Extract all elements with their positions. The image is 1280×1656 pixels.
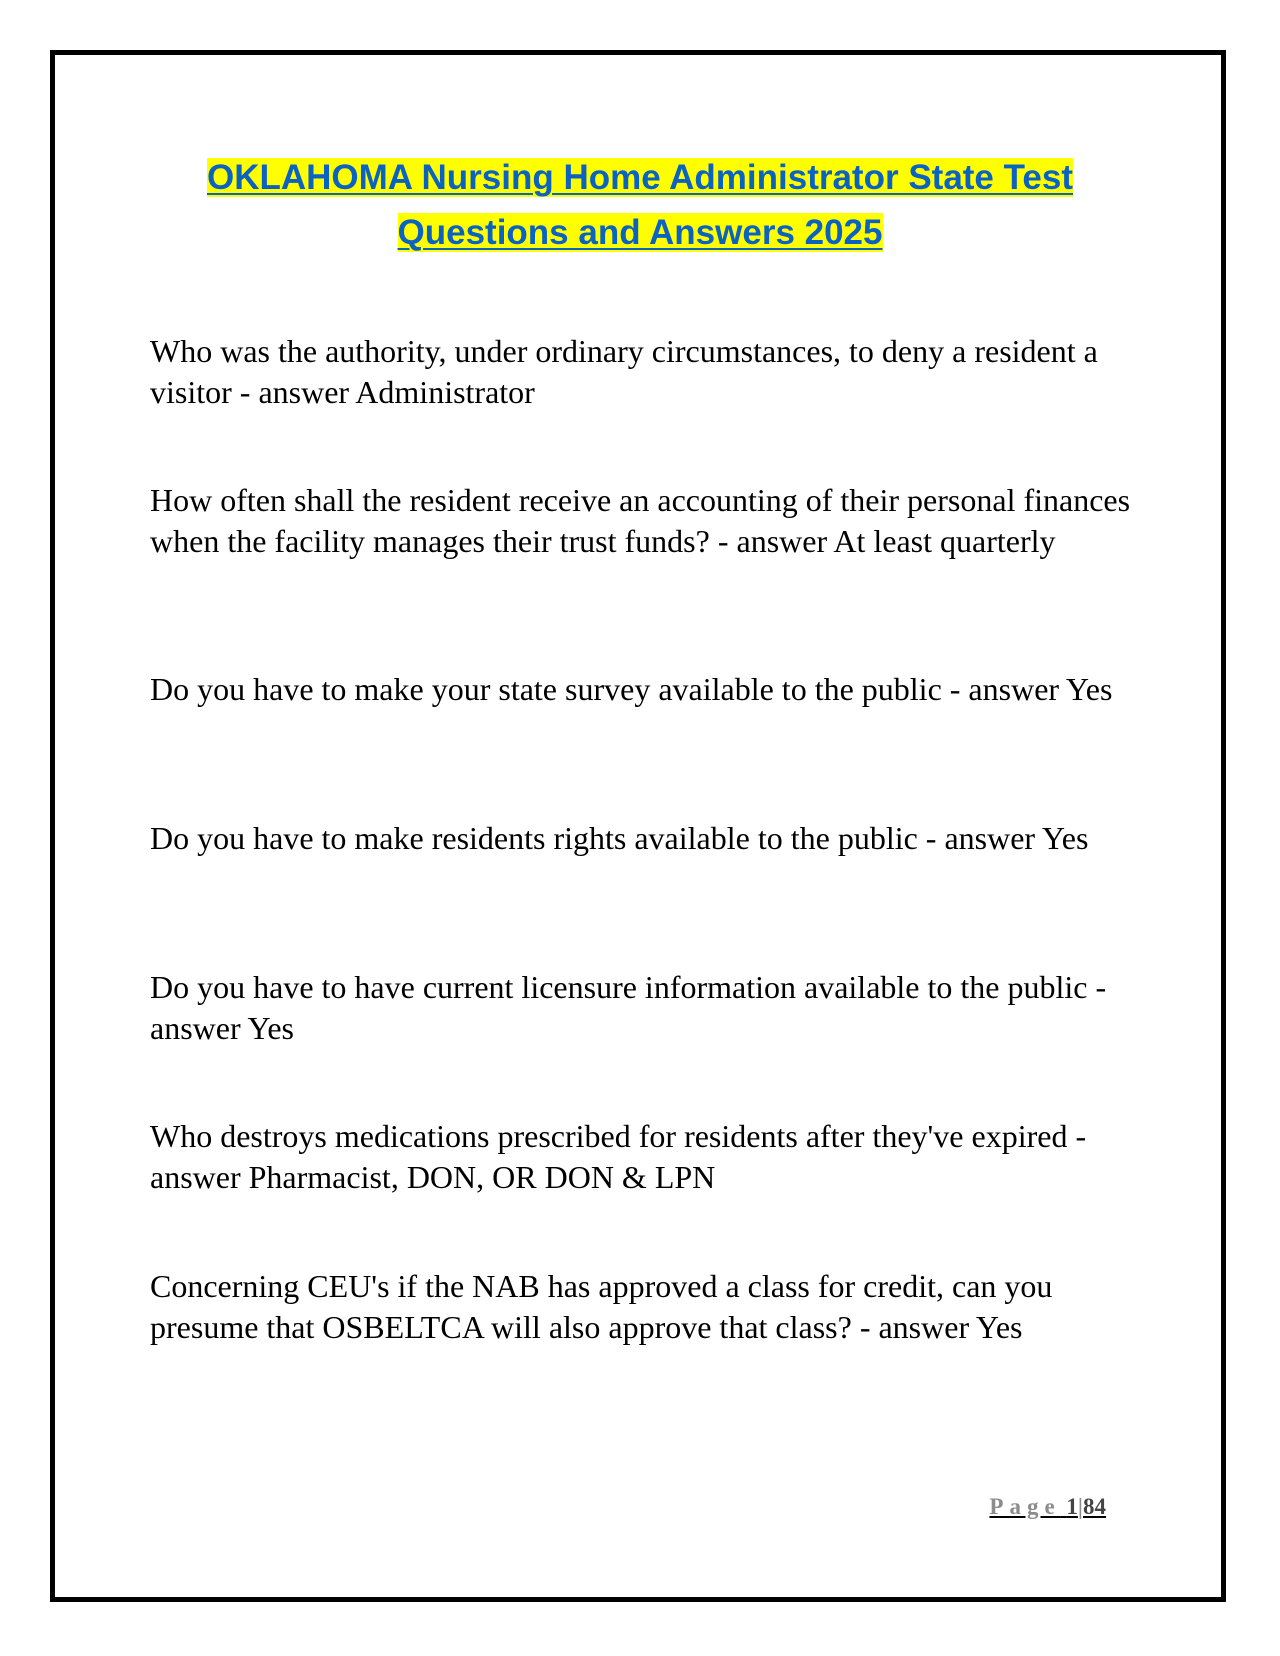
qa-item-5: Do you have to have current licensure information available to the public - answer Yes [150, 969, 1107, 1046]
qa-item-7: Concerning CEU's if the NAB has approved a class for credit, can you presume that OSBELTCA will also approve that class? - answer Yes [150, 1268, 1053, 1345]
page-label: Page [989, 1494, 1061, 1519]
page-number: 1 [1066, 1494, 1078, 1519]
qa-item-2: How often shall the resident receive an accounting of their personal finances when the facility manages their trust funds? - answer At least quarterly [150, 482, 1131, 559]
qa-item-6: Who destroys medications prescribed for residents after they've expired - answer Pharmacist, DON, OR DON & LPN [150, 1118, 1087, 1195]
page-separator: | [1077, 1494, 1083, 1519]
total-pages: 84 [1083, 1494, 1106, 1519]
title-line-2: Questions and Answers 2025 [397, 213, 883, 252]
qa-item-4: Do you have to make residents rights available to the public - answer Yes [150, 820, 1089, 856]
qa-item-3: Do you have to make your state survey available to the public - answer Yes [150, 671, 1113, 707]
page-footer [0, 1494, 1106, 1520]
title-line-1: OKLAHOMA Nursing Home Administrator State Test [207, 158, 1073, 197]
document-title [150, 150, 1130, 260]
qa-item-1: Who was the authority, under ordinary circumstances, to deny a resident a visitor - answer Administrator [150, 333, 1098, 410]
